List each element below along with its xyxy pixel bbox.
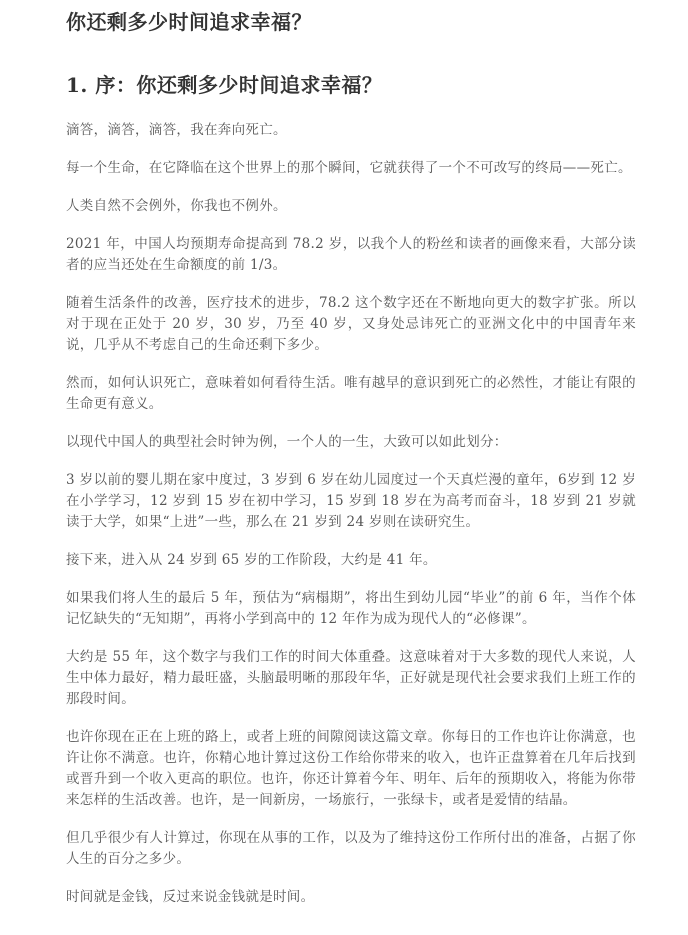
paragraph: 2021 年，中国人均预期寿命提高到 78.2 岁，以我个人的粉丝和读者的画像来看，大部分读者的应当还处在生命额度的前 1/3。 [66, 236, 636, 273]
paragraph: 也许你现在正在上班的路上，或者上班的间隙阅读这篇文章。你每日的工作也许让你满意，也许让你不满意。也许，你精心地计算过这份工作给你带来的收入，也许正盘算着在几年后找到或晋升到一个收入更高的职位。也许，你还计算着今年、明年、后年的预期收入，将能为你带来怎样的生活改善。也许，是一间新房，一场旅行，一张绿卡，或者是爱情的结晶。 [66, 729, 636, 808]
paragraph: 人类自然不会例外，你我也不例外。 [66, 198, 287, 214]
paragraph: 时间就是金钱，反过来说金钱就是时间。 [66, 889, 315, 905]
paragraph: 大约是 55 年，这个数字与我们工作的时间大体重叠。这意味着对于大多数的现代人来说，人生中体力最好，精力最旺盛，头脑最明晰的那段年华，正好就是现代社会要求我们上班工作的那段时间。 [66, 649, 636, 707]
paragraph: 然而，如何认识死亡，意味着如何看待生活。唯有越早的意识到死亡的必然性，才能让有限的生命更有意义。 [66, 375, 636, 412]
paragraph: 3 岁以前的婴儿期在家中度过，3 岁到 6 岁在幼儿园度过一个天真烂漫的童年，6岁到 12 岁在小学学习，12 岁到 15 岁在初中学习，15 岁到 18 岁在为高考而奋斗，18 岁到 21 岁就读于大学，如果“上进”一些，那么在 21 岁到 24 岁则在读研究生。 [66, 472, 636, 530]
paragraph: 每一个生命，在它降临在这个世界上的那个瞬间，它就获得了一个不可改写的终局——死亡。 [66, 160, 632, 176]
section-title: 1. 序：你还剩多少时间追求幸福？ [66, 73, 383, 97]
paragraph: 如果我们将人生的最后 5 年，预估为“病榻期”，将出生到幼儿园“毕业”的前 6 年，当作个体记忆缺失的“无知期”，再将小学到高中的 12 年作为成为现代人的“必修课”。 [66, 590, 636, 627]
paragraph: 随着生活条件的改善，医疗技术的进步，78.2 这个数字还在不断地向更大的数字扩张。所以对于现在正处于 20 岁，30 岁，乃至 40 岁，又身处忌讳死亡的亚洲文化中的中国青年来说，几乎从不考虑自己的生命还剩下多少。 [66, 295, 636, 353]
document-title: 你还剩多少时间追求幸福？ [66, 10, 312, 34]
paragraph: 接下来，进入从 24 岁到 65 岁的工作阶段，大约是 41 年。 [66, 552, 437, 568]
paragraph: 以现代中国人的典型社会时钟为例，一个人的一生，大致可以如此划分： [66, 434, 508, 450]
article-body [66, 120, 636, 908]
paragraph: 滴答，滴答，滴答，我在奔向死亡。 [66, 122, 287, 138]
paragraph: 但几乎很少有人计算过，你现在从事的工作，以及为了维持这份工作所付出的准备，占据了你人生的百分之多少。 [66, 830, 636, 867]
